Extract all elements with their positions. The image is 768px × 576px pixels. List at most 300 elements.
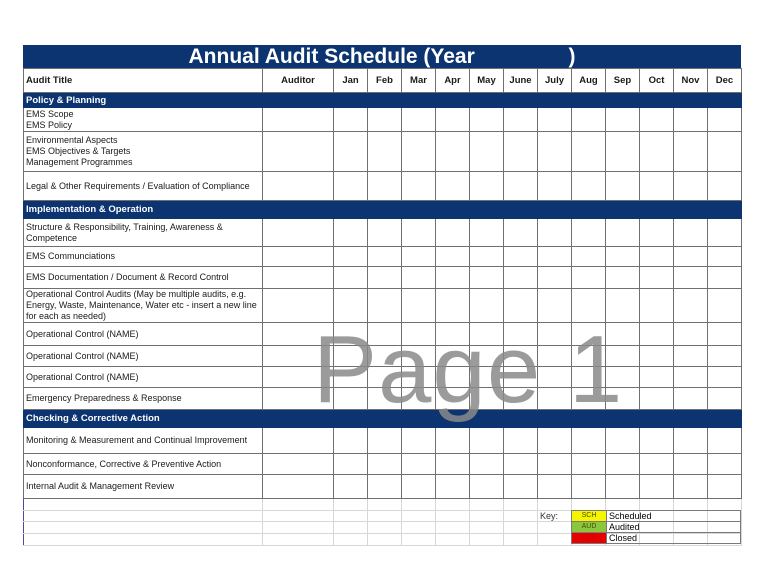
month-cell-dec[interactable]	[708, 367, 742, 388]
header-month-nov: Nov	[674, 69, 708, 93]
auditor-cell[interactable]	[263, 428, 334, 454]
month-cell-jan[interactable]	[334, 367, 368, 388]
month-cell-mar[interactable]	[402, 454, 436, 475]
month-cell-oct[interactable]	[640, 108, 674, 132]
month-cell-july[interactable]	[538, 367, 572, 388]
month-cell-dec[interactable]	[708, 219, 742, 247]
auditor-cell[interactable]	[263, 132, 334, 172]
month-cell-nov[interactable]	[674, 475, 708, 499]
audit-title-cell[interactable]	[24, 267, 263, 289]
month-cell-june[interactable]	[504, 346, 538, 367]
section-header	[24, 410, 742, 428]
month-cell-feb[interactable]	[368, 132, 402, 172]
month-cell-nov[interactable]	[674, 323, 708, 346]
month-cell-june[interactable]	[504, 367, 538, 388]
month-cell-feb[interactable]	[368, 108, 402, 132]
month-cell-july[interactable]	[538, 132, 572, 172]
blank-cell[interactable]	[263, 534, 334, 546]
month-cell-sep[interactable]	[606, 323, 640, 346]
audit-title-line: Competence	[26, 232, 78, 243]
month-cell-dec[interactable]	[708, 346, 742, 367]
auditor-cell[interactable]	[263, 108, 334, 132]
month-cell-apr[interactable]	[436, 132, 470, 172]
blank-cell[interactable]	[263, 499, 334, 511]
month-cell-july[interactable]	[538, 247, 572, 267]
audit-row	[24, 108, 742, 132]
month-cell-oct[interactable]	[640, 454, 674, 475]
month-cell-jan[interactable]	[334, 247, 368, 267]
audit-row	[24, 454, 742, 475]
month-cell-july[interactable]	[538, 475, 572, 499]
key-label: Key:	[540, 511, 559, 521]
audit-row	[24, 247, 742, 267]
month-cell-mar[interactable]	[402, 475, 436, 499]
blank-cell[interactable]	[334, 522, 368, 534]
auditor-cell[interactable]	[263, 367, 334, 388]
month-cell-july[interactable]	[538, 267, 572, 289]
blank-cell[interactable]	[504, 534, 538, 546]
blank-cell[interactable]	[24, 511, 263, 522]
key-swatch-aud: AUD	[572, 522, 607, 533]
header-month-apr: Apr	[436, 69, 470, 93]
month-cell-june[interactable]	[504, 132, 538, 172]
month-cell-apr[interactable]	[436, 323, 470, 346]
month-cell-nov[interactable]	[674, 289, 708, 323]
month-cell-july[interactable]	[538, 108, 572, 132]
status-key	[571, 510, 741, 544]
month-cell-jan[interactable]	[334, 475, 368, 499]
month-cell-aug[interactable]	[572, 346, 606, 367]
month-cell-oct[interactable]	[640, 219, 674, 247]
month-cell-may[interactable]	[470, 454, 504, 475]
month-cell-aug[interactable]	[572, 428, 606, 454]
blank-cell[interactable]	[368, 499, 402, 511]
month-cell-july[interactable]	[538, 428, 572, 454]
audit-title-line: EMS Objectives & Targets	[26, 146, 131, 156]
month-cell-apr[interactable]	[436, 289, 470, 323]
blank-cell[interactable]	[402, 511, 436, 522]
audit-row	[24, 428, 742, 454]
key-row	[572, 511, 741, 522]
month-cell-aug[interactable]	[572, 172, 606, 201]
audit-title-line: Structure & Responsibility, Training, Awareness &	[26, 221, 223, 232]
month-cell-apr[interactable]	[436, 172, 470, 201]
month-cell-oct[interactable]	[640, 289, 674, 323]
blank-cell[interactable]	[24, 534, 263, 546]
audit-title-cell[interactable]	[24, 289, 263, 323]
blank-cell[interactable]	[436, 522, 470, 534]
audit-title-line: Management Programmes	[26, 157, 133, 167]
audit-title-line: EMS Documentation / Document & Record Control	[26, 272, 229, 282]
header-month-dec: Dec	[708, 69, 742, 93]
auditor-cell[interactable]	[263, 289, 334, 323]
month-cell-mar[interactable]	[402, 132, 436, 172]
month-cell-june[interactable]	[504, 219, 538, 247]
blank-cell[interactable]	[504, 511, 538, 522]
month-cell-aug[interactable]	[572, 132, 606, 172]
month-cell-oct[interactable]	[640, 428, 674, 454]
month-cell-jan[interactable]	[334, 428, 368, 454]
month-cell-mar[interactable]	[402, 247, 436, 267]
month-cell-may[interactable]	[470, 108, 504, 132]
month-cell-aug[interactable]	[572, 289, 606, 323]
key-swatch-sch: SCH	[572, 511, 607, 522]
month-cell-july[interactable]	[538, 289, 572, 323]
month-cell-oct[interactable]	[640, 475, 674, 499]
blank-cell[interactable]	[606, 499, 640, 511]
audit-row	[24, 475, 742, 499]
month-cell-apr[interactable]	[436, 247, 470, 267]
month-cell-oct[interactable]	[640, 367, 674, 388]
audit-title-cell[interactable]	[24, 108, 263, 132]
month-cell-oct[interactable]	[640, 172, 674, 201]
month-cell-july[interactable]	[538, 219, 572, 247]
header-month-jan: Jan	[334, 69, 368, 93]
audit-title-cell[interactable]	[24, 346, 263, 367]
month-cell-may[interactable]	[470, 323, 504, 346]
month-cell-dec[interactable]	[708, 388, 742, 410]
month-cell-nov[interactable]	[674, 267, 708, 289]
month-cell-aug[interactable]	[572, 219, 606, 247]
blank-cell[interactable]	[470, 499, 504, 511]
auditor-cell[interactable]	[263, 172, 334, 201]
month-cell-aug[interactable]	[572, 108, 606, 132]
blank-cell[interactable]	[504, 499, 538, 511]
blank-cell[interactable]	[334, 511, 368, 522]
blank-cell[interactable]	[436, 511, 470, 522]
month-cell-may[interactable]	[470, 267, 504, 289]
month-cell-jan[interactable]	[334, 346, 368, 367]
month-cell-nov[interactable]	[674, 108, 708, 132]
key-row	[572, 533, 741, 544]
header-month-mar: Mar	[402, 69, 436, 93]
month-cell-mar[interactable]	[402, 346, 436, 367]
month-cell-may[interactable]	[470, 475, 504, 499]
month-cell-june[interactable]	[504, 267, 538, 289]
month-cell-mar[interactable]	[402, 219, 436, 247]
month-cell-mar[interactable]	[402, 289, 436, 323]
month-cell-mar[interactable]	[402, 428, 436, 454]
month-cell-mar[interactable]	[402, 172, 436, 201]
month-cell-feb[interactable]	[368, 388, 402, 410]
month-cell-apr[interactable]	[436, 428, 470, 454]
month-cell-apr[interactable]	[436, 267, 470, 289]
audit-title-line: for each as needed)	[26, 311, 107, 321]
key-label-cls: Closed	[607, 533, 741, 544]
blank-cell[interactable]	[470, 522, 504, 534]
audit-title-cell[interactable]	[24, 388, 263, 410]
header-month-oct: Oct	[640, 69, 674, 93]
month-cell-july[interactable]	[538, 172, 572, 201]
month-cell-jan[interactable]	[334, 289, 368, 323]
blank-cell[interactable]	[504, 522, 538, 534]
month-cell-sep[interactable]	[606, 132, 640, 172]
month-cell-feb[interactable]	[368, 428, 402, 454]
blank-cell[interactable]	[436, 534, 470, 546]
month-cell-feb[interactable]	[368, 475, 402, 499]
month-cell-sep[interactable]	[606, 267, 640, 289]
page-watermark: Page 1	[313, 316, 624, 423]
month-cell-july[interactable]	[538, 388, 572, 410]
month-cell-feb[interactable]	[368, 267, 402, 289]
month-cell-sep[interactable]	[606, 172, 640, 201]
audit-title-line: EMS Policy	[26, 119, 73, 130]
month-cell-may[interactable]	[470, 428, 504, 454]
month-cell-feb[interactable]	[368, 247, 402, 267]
auditor-cell[interactable]	[263, 346, 334, 367]
audit-title-cell[interactable]	[24, 132, 263, 172]
month-cell-jan[interactable]	[334, 323, 368, 346]
month-cell-jan[interactable]	[334, 172, 368, 201]
header-month-june: June	[504, 69, 538, 93]
month-cell-dec[interactable]	[708, 132, 742, 172]
month-cell-sep[interactable]	[606, 475, 640, 499]
month-cell-july[interactable]	[538, 346, 572, 367]
header-month-may: May	[470, 69, 504, 93]
blank-cell[interactable]	[368, 534, 402, 546]
month-cell-jan[interactable]	[334, 388, 368, 410]
month-cell-nov[interactable]	[674, 428, 708, 454]
month-cell-aug[interactable]	[572, 267, 606, 289]
month-cell-dec[interactable]	[708, 172, 742, 201]
month-cell-nov[interactable]	[674, 247, 708, 267]
blank-cell[interactable]	[263, 511, 334, 522]
key-label-aud: Audited	[607, 522, 741, 533]
audit-title-line: Legal & Other Requirements / Evaluation of Compliance	[26, 180, 250, 191]
month-cell-feb[interactable]	[368, 346, 402, 367]
month-cell-june[interactable]	[504, 454, 538, 475]
blank-cell[interactable]	[708, 499, 742, 511]
blank-cell[interactable]	[402, 499, 436, 511]
month-cell-may[interactable]	[470, 247, 504, 267]
blank-cell[interactable]	[402, 534, 436, 546]
month-cell-apr[interactable]	[436, 108, 470, 132]
month-cell-june[interactable]	[504, 108, 538, 132]
audit-title-cell[interactable]	[24, 475, 263, 499]
month-cell-nov[interactable]	[674, 219, 708, 247]
month-cell-oct[interactable]	[640, 346, 674, 367]
month-cell-sep[interactable]	[606, 247, 640, 267]
audit-title-line: Nonconformance, Corrective & Preventive Action	[26, 458, 222, 469]
month-cell-may[interactable]	[470, 132, 504, 172]
month-cell-apr[interactable]	[436, 475, 470, 499]
audit-title-cell[interactable]	[24, 454, 263, 475]
title-text: Annual Audit Schedule (Year	[188, 45, 475, 68]
audit-title-cell[interactable]	[24, 367, 263, 388]
month-cell-dec[interactable]	[708, 475, 742, 499]
month-cell-jan[interactable]	[334, 454, 368, 475]
audit-title-line: Monitoring & Measurement and Continual Improvement	[26, 435, 248, 445]
month-cell-apr[interactable]	[436, 219, 470, 247]
month-cell-june[interactable]	[504, 475, 538, 499]
audit-title-line: Internal Audit & Management Review	[26, 481, 175, 491]
header-audit-title: Audit Title	[24, 69, 263, 93]
blank-cell[interactable]	[538, 522, 572, 534]
audit-title-line: Operational Control Audits (May be multiple audits, e.g.	[26, 289, 247, 299]
month-cell-mar[interactable]	[402, 108, 436, 132]
blank-cell[interactable]	[263, 522, 334, 534]
section-label: Policy & Planning	[24, 93, 742, 108]
audit-row	[24, 367, 742, 388]
month-cell-sep[interactable]	[606, 346, 640, 367]
month-cell-mar[interactable]	[402, 388, 436, 410]
month-cell-sep[interactable]	[606, 367, 640, 388]
blank-cell[interactable]	[674, 499, 708, 511]
key-label-sch: Scheduled	[607, 511, 741, 522]
blank-cell[interactable]	[334, 534, 368, 546]
month-cell-dec[interactable]	[708, 454, 742, 475]
blank-cell[interactable]	[538, 499, 572, 511]
month-cell-may[interactable]	[470, 388, 504, 410]
month-cell-dec[interactable]	[708, 247, 742, 267]
month-cell-aug[interactable]	[572, 367, 606, 388]
audit-row	[24, 219, 742, 247]
month-cell-oct[interactable]	[640, 247, 674, 267]
audit-title-cell[interactable]	[24, 323, 263, 346]
auditor-cell[interactable]	[263, 323, 334, 346]
header-month-aug: Aug	[572, 69, 606, 93]
month-cell-feb[interactable]	[368, 219, 402, 247]
auditor-cell[interactable]	[263, 454, 334, 475]
month-cell-feb[interactable]	[368, 323, 402, 346]
blank-cell[interactable]	[24, 522, 263, 534]
header-month-feb: Feb	[368, 69, 402, 93]
audit-row	[24, 289, 742, 323]
month-cell-dec[interactable]	[708, 323, 742, 346]
month-cell-june[interactable]	[504, 172, 538, 201]
auditor-cell[interactable]	[263, 475, 334, 499]
month-cell-june[interactable]	[504, 388, 538, 410]
month-cell-sep[interactable]	[606, 454, 640, 475]
month-cell-nov[interactable]	[674, 388, 708, 410]
month-cell-may[interactable]	[470, 367, 504, 388]
month-cell-jan[interactable]	[334, 219, 368, 247]
audit-row	[24, 267, 742, 289]
month-cell-may[interactable]	[470, 346, 504, 367]
month-cell-may[interactable]	[470, 172, 504, 201]
section-header	[24, 201, 742, 219]
blank-cell[interactable]	[640, 499, 674, 511]
key-swatch-cls: CLS	[572, 533, 607, 544]
month-cell-apr[interactable]	[436, 454, 470, 475]
month-cell-may[interactable]	[470, 289, 504, 323]
audit-row	[24, 323, 742, 346]
audit-title-line: Environmental Aspects	[26, 135, 118, 145]
month-cell-feb[interactable]	[368, 367, 402, 388]
month-cell-mar[interactable]	[402, 367, 436, 388]
title-close-paren: )	[568, 45, 576, 68]
blank-cell[interactable]	[436, 499, 470, 511]
schedule-table	[23, 68, 742, 546]
blank-cell[interactable]	[538, 534, 572, 546]
audit-title-cell[interactable]	[24, 247, 263, 267]
month-cell-aug[interactable]	[572, 475, 606, 499]
audit-row	[24, 388, 742, 410]
header-auditor: Auditor	[263, 69, 334, 93]
month-cell-july[interactable]	[538, 323, 572, 346]
audit-title-line: Operational Control (NAME)	[26, 371, 139, 382]
month-cell-sep[interactable]	[606, 428, 640, 454]
year-field[interactable]	[482, 50, 562, 69]
blank-cell[interactable]	[470, 534, 504, 546]
audit-title-line: Operational Control (NAME)	[26, 328, 139, 339]
month-cell-apr[interactable]	[436, 367, 470, 388]
month-cell-oct[interactable]	[640, 388, 674, 410]
blank-cell[interactable]	[334, 499, 368, 511]
month-cell-dec[interactable]	[708, 289, 742, 323]
audit-title-cell[interactable]	[24, 172, 263, 201]
month-cell-feb[interactable]	[368, 454, 402, 475]
column-header-row	[24, 69, 742, 93]
month-cell-jan[interactable]	[334, 267, 368, 289]
blank-cell[interactable]	[24, 499, 263, 511]
month-cell-aug[interactable]	[572, 388, 606, 410]
month-cell-june[interactable]	[504, 247, 538, 267]
auditor-cell[interactable]	[263, 247, 334, 267]
month-cell-apr[interactable]	[436, 346, 470, 367]
month-cell-oct[interactable]	[640, 323, 674, 346]
key-row	[572, 522, 741, 533]
month-cell-sep[interactable]	[606, 289, 640, 323]
month-cell-sep[interactable]	[606, 388, 640, 410]
month-cell-nov[interactable]	[674, 132, 708, 172]
month-cell-dec[interactable]	[708, 428, 742, 454]
month-cell-nov[interactable]	[674, 346, 708, 367]
month-cell-may[interactable]	[470, 219, 504, 247]
month-cell-sep[interactable]	[606, 219, 640, 247]
blank-cell[interactable]	[470, 511, 504, 522]
header-month-july: July	[538, 69, 572, 93]
month-cell-nov[interactable]	[674, 454, 708, 475]
month-cell-mar[interactable]	[402, 323, 436, 346]
month-cell-aug[interactable]	[572, 247, 606, 267]
month-cell-dec[interactable]	[708, 267, 742, 289]
month-cell-feb[interactable]	[368, 172, 402, 201]
month-cell-dec[interactable]	[708, 108, 742, 132]
month-cell-june[interactable]	[504, 289, 538, 323]
audit-title-cell[interactable]	[24, 219, 263, 247]
month-cell-feb[interactable]	[368, 289, 402, 323]
blank-cell[interactable]	[368, 522, 402, 534]
month-cell-oct[interactable]	[640, 267, 674, 289]
auditor-cell[interactable]	[263, 388, 334, 410]
auditor-cell[interactable]	[263, 267, 334, 289]
audit-title-cell[interactable]	[24, 428, 263, 454]
month-cell-nov[interactable]	[674, 367, 708, 388]
month-cell-aug[interactable]	[572, 454, 606, 475]
month-cell-july[interactable]	[538, 454, 572, 475]
month-cell-oct[interactable]	[640, 132, 674, 172]
blank-cell[interactable]	[572, 499, 606, 511]
page-title	[23, 45, 741, 68]
month-cell-sep[interactable]	[606, 108, 640, 132]
month-cell-aug[interactable]	[572, 323, 606, 346]
month-cell-apr[interactable]	[436, 388, 470, 410]
section-header	[24, 93, 742, 108]
header-month-sep: Sep	[606, 69, 640, 93]
month-cell-june[interactable]	[504, 428, 538, 454]
audit-row	[24, 132, 742, 172]
audit-row	[24, 346, 742, 367]
month-cell-nov[interactable]	[674, 172, 708, 201]
auditor-cell[interactable]	[263, 219, 334, 247]
month-cell-mar[interactable]	[402, 267, 436, 289]
blank-cell[interactable]	[402, 522, 436, 534]
blank-cell[interactable]	[368, 511, 402, 522]
month-cell-june[interactable]	[504, 323, 538, 346]
month-cell-jan[interactable]	[334, 132, 368, 172]
month-cell-jan[interactable]	[334, 108, 368, 132]
